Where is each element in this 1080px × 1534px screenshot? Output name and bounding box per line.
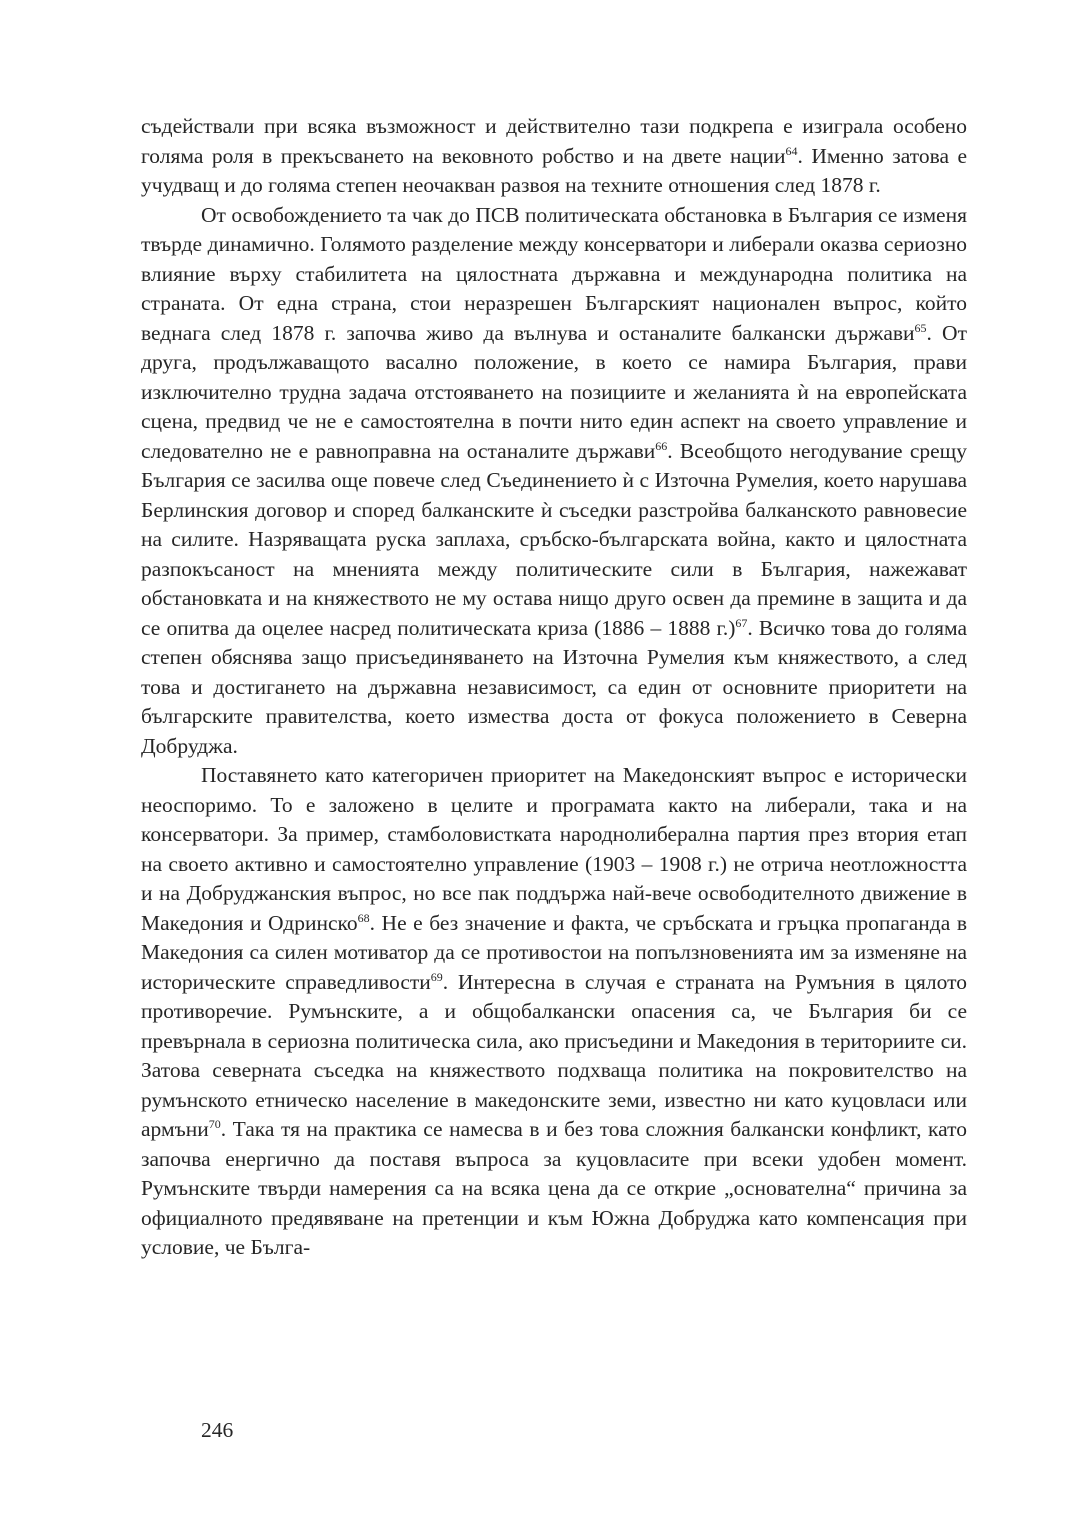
paragraph-text: . От друга, продължаващото васално положение, в което се намира България, прави изключително трудна задача отстояването на позициите и желанията ѝ на европейската сцена, предвид че не е самостоятелна в почти нито един аспект на своето управление и следователно не е равноправна на останалите държави [141, 320, 967, 463]
paragraph-text: От освобождението та чак до ПСВ политическата обстановка в България се изменя твърде динамично. Голямото разделение между консерватори и либерали оказва сериозно влияние върху стабилитета на цялостната държавна и международна политика на страната. От една страна, стои неразрешен Българският национален въпрос, който веднага след 1878 г. започва живо да вълнува и останалите балкански държави [141, 202, 967, 345]
paragraph-text: . Интересна в случая е страната на Румъния в цялото противоречие. Румънските, а и общобалкански опасения са, че България би се превърнала в сериозна политическа сила, ако присъедини и Македония в териториите си. Затова северната съседка на княжеството подхваща политика на покровителство на румънското етническо население в македонските земи, известно ни като куцовласи или армъни [141, 969, 967, 1141]
page-number: 246 [201, 1418, 234, 1442]
footnote-reference: 66 [655, 438, 668, 453]
footnote-reference: 68 [357, 910, 370, 925]
paragraph-text: . Всичко това до голяма степен обяснява защо присъединяването на Източна Румелия към княжеството, а след това и достигането на държавна независимост, са един от основните приоритети на българските правителства, което измества доста от фокуса положението в Северна Добруджа. [141, 615, 967, 758]
footnote-reference: 67 [735, 615, 748, 630]
paragraph-text: . Така тя на практика се намесва в и без това сложния балкански конфликт, като започва енергично да поставя въпроса за куцовласите при всеки удобен момент. Румънските твърди намерения са на всяка цена да се открие „основателна“ причина за официалното предявяване на претенции и към Южна Добруджа като компенсация при условие, че Бълга- [141, 1117, 967, 1259]
paragraph-text: . Всеобщото негодувание срещу България се засилва още повече след Съединението ѝ с Източна Румелия, което нарушава Берлинския договор и според балканските ѝ съседки разстройва балканското равновесие на силите. Назряващата руска заплаха, сръбско-българската война, както и цялостната разпокъсаност на мненията между политическите сили в България, нажежават обстановката и на княжеството не му остава нищо друго освен да премине в защита и да се опитва да оцелее насред политическата криза (1886 – 1888 г.) [141, 438, 967, 640]
document-body [141, 112, 967, 1263]
footnote-reference: 65 [914, 320, 927, 335]
footnote-reference: 64 [785, 143, 798, 158]
paragraph-2 [141, 201, 967, 762]
paragraph-3 [141, 761, 967, 1263]
paragraph-text: съдействали при всяка възможност и действително тази подкрепа е изиграла особено голяма роля в прекъсването на вековното робство и на двете нации [141, 114, 967, 168]
paragraph-1 [141, 112, 967, 201]
paragraph-text: . Именно затова е учудващ и до голяма степен неочакван развоя на техните отношения след 1878 г. [141, 143, 967, 197]
paragraph-text: . Не е без значение и факта, че сръбската и гръцка пропаганда в Македония са силен мотиватор да се противостои на попълзновенията им за изменяне на историческите справедливости [141, 910, 967, 994]
footnote-reference: 70 [208, 1117, 221, 1131]
footnote-reference: 69 [430, 969, 443, 984]
paragraph-text: Поставянето като категоричен приоритет на Македонският въпрос е исторически неоспоримо. То е заложено в целите и програмата както на либерали, така и на консерватори. За пример, стамболовистката народнолиберална партия през втория етап на своето активно и самостоятелно управление (1903 – 1908 г.) не отрича неотложността и на Добруджанския въпрос, но все пак поддържа най-вече освободителното движение в Македония и Одринско [141, 763, 967, 935]
